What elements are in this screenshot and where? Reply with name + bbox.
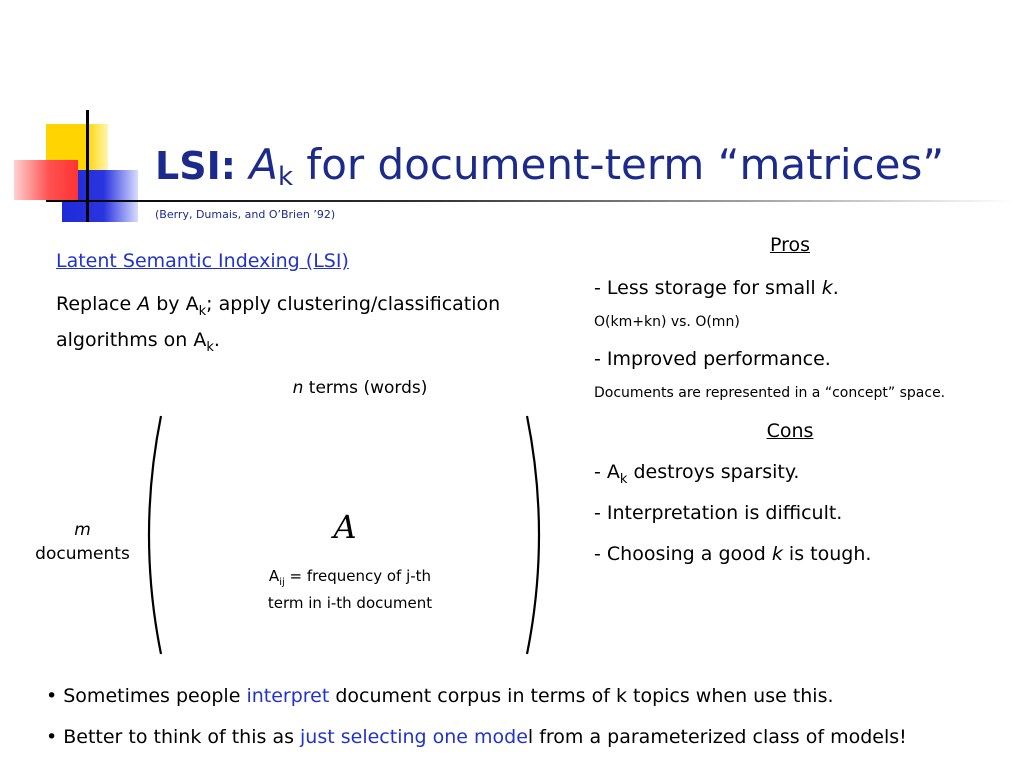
- pros-item-storage-note: O(km+kn) vs. O(mn): [594, 314, 740, 330]
- pros-heading: Pros: [769, 234, 811, 256]
- cons-item-interpretation: - Interpretation is difficult.: [594, 502, 843, 524]
- bullet-interpret: • Sometimes people interpret document corpus in terms of k topics when use this.: [46, 685, 834, 707]
- highlight-interpret: interpret: [246, 685, 330, 707]
- logo-red-square: [14, 160, 78, 200]
- pros-item-performance: - Improved performance.: [594, 348, 831, 370]
- cons-item-sparsity: - $A_k$ destroys sparsity.: [594, 461, 800, 487]
- m-documents-label: m documents: [35, 520, 130, 564]
- bullet-model-selection: • Better to think of this as just selecting one model from a parameterized class of models!: [46, 726, 907, 748]
- cons-item-choosing-k: - Choosing a good k is tough.: [594, 543, 872, 565]
- highlight-model: just selecting one mode: [300, 726, 528, 748]
- title-symbol-subscript: k: [278, 162, 294, 192]
- title-text: for document-term “matrices”: [293, 140, 945, 189]
- pros-item-storage: - Less storage for small k.: [594, 277, 839, 299]
- lsi-link[interactable]: Latent Semantic Indexing (LSI): [56, 250, 349, 272]
- citation: (Berry, Dumais, and O’Brien ’92): [155, 208, 336, 221]
- cons-heading: Cons: [766, 420, 814, 442]
- title-symbol: A: [249, 140, 279, 189]
- aij-definition: $A_{ij}$ = frequency of j-th term in i-th document: [267, 567, 433, 612]
- right-paren: [527, 416, 539, 654]
- matrix-symbol: A: [333, 508, 357, 546]
- pros-item-performance-note: Documents are represented in a “concept” space.: [594, 385, 946, 401]
- title-prefix: LSI:: [155, 144, 236, 188]
- logo-vertical-line: [86, 110, 89, 222]
- lsi-description: Replace A by $A_k$; apply clustering/classification algorithms on $A_k$.: [56, 293, 501, 355]
- n-terms-label: n terms (words): [292, 378, 428, 398]
- slide-title: [155, 138, 944, 204]
- left-paren: [149, 416, 161, 654]
